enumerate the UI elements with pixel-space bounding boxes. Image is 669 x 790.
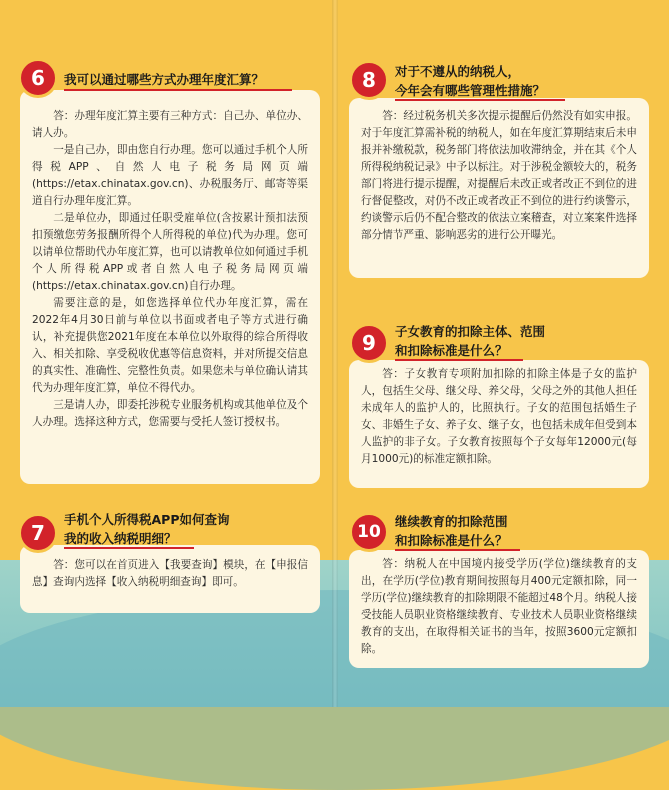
- section-number: 8: [362, 68, 376, 92]
- section-number: 6: [31, 66, 45, 90]
- title-line: 和扣除标准是什么？: [395, 343, 508, 358]
- page-fold: [332, 0, 338, 707]
- paragraph: 答：您可以在首页进入【我要查询】模块，在【申报信息】查询内选择【收入纳税明细查询】即可。: [32, 559, 308, 588]
- section-6-card: [20, 90, 320, 484]
- paragraph: 二是单位办，即通过任职受雇单位(含按累计预扣法预扣预缴您劳务报酬所得个人所得税的单位)代为办理。您可以请单位帮助代办年度汇算，也可以请教单位如何通过手机个人所得税APP或者自然人电子税务局网页端(https://etax.chinatax.gov.cn)自行办理。: [32, 212, 308, 292]
- section-10-card: [349, 550, 649, 668]
- paragraph: 答：子女教育专项附加扣除的扣除主体是子女的监护人，包括生父母、继父母、养父母，父母之外的其他人担任未成年人的监护人的，比照执行。子女的范围包括婚生子女、非婚生子女、养子女、继子女，也包括未成年但受到本人监护的非子女。子女教育按照每个子女每年12000元(每月1000元)的标准定额扣除。: [361, 368, 637, 465]
- title-line: 我可以通过哪些方式办理年度汇算？: [64, 72, 265, 87]
- title-line: 我的收入纳税明细？: [64, 531, 177, 546]
- paragraph: 答：经过税务机关多次提示提醒后仍然没有如实申报。对于年度汇算需补税的纳税人，如在年度汇算期结束后未申报并补缴税款，税务部门将依法加收滞纳金，并在其《个人所得税纳税记录》中予以标注。对于涉税金额较大的，税务部门将进行提示提醒，对提醒后未改正或者改正不到位的进行督促整改，对仍不改正或者改正不到位的进行约谈警示，约谈警示后仍不配合整改的依法立案稽查，对立案案件选择部分情节严重、影响恶劣的进行公开曝光。: [361, 110, 637, 241]
- section-8-title: [395, 62, 545, 100]
- section-10-title: [395, 512, 508, 550]
- section-number: 10: [357, 522, 381, 542]
- section-6-answer: [32, 108, 308, 431]
- section-9-number-badge: [349, 323, 389, 363]
- title-line: 今年会有哪些管理性措施？: [395, 83, 546, 98]
- paragraph: 答：办理年度汇算主要有三种方式：自己办、单位办、请人办。: [32, 110, 308, 139]
- section-7-number-badge: [18, 513, 58, 553]
- section-7-card: [20, 545, 320, 613]
- title-line: 子女教育的扣除主体、范围: [395, 324, 546, 339]
- paragraph: 三是请人办，即委托涉税专业服务机构或其他单位及个人办理。选择这种方式，您需要与受托人签订授权书。: [32, 399, 308, 428]
- title-underline: [395, 359, 523, 361]
- section-9-title: [395, 322, 545, 360]
- title-line: 和扣除标准是什么？: [395, 533, 508, 548]
- title-underline: [395, 549, 520, 551]
- paragraph: 需要注意的是，如您选择单位代办年度汇算，需在2022年4月30日前与单位以书面或者电子等方式进行确认，补充提供您2021年度在本单位以外取得的综合所得收入、相关扣除、享受税收优惠等信息资料，并对所提交信息的真实性、准确性、完整性负责。如果您未与单位确认请其代为办理年度汇算，单位不得代办。: [32, 297, 308, 394]
- section-6-title: [64, 70, 264, 89]
- section-8-number-badge: [349, 60, 389, 100]
- title-line: 对于不遵从的纳税人，: [395, 64, 521, 79]
- section-10-answer: [361, 556, 637, 658]
- title-line: 手机个人所得税APP如何查询: [64, 512, 230, 527]
- section-8-card: [349, 98, 649, 278]
- section-6-number-badge: [18, 58, 58, 98]
- section-8-answer: [361, 108, 637, 244]
- paragraph: 答：纳税人在中国境内接受学历(学位)继续教育的支出，在学历(学位)教育期间按照每月400元定额扣除，同一学历(学位)继续教育的扣除期限不能超过48个月。纳税人接受技能人员职业资格继续教育、专业技术人员职业资格继续教育的支出，在取得相关证书的当年，按照3600元定额扣除。: [361, 558, 637, 655]
- title-underline: [64, 89, 292, 91]
- section-number: 9: [362, 331, 376, 355]
- section-9-card: [349, 360, 649, 488]
- title-underline: [395, 99, 565, 101]
- section-7-answer: [32, 557, 308, 591]
- section-7-title: [64, 510, 230, 548]
- section-10-number-badge: [349, 512, 389, 552]
- title-line: 继续教育的扣除范围: [395, 514, 508, 529]
- title-underline: [64, 547, 194, 549]
- section-number: 7: [31, 521, 45, 545]
- section-9-answer: [361, 366, 637, 468]
- paragraph: 一是自己办，即由您自行办理。您可以通过手机个人所得税APP、自然人电子税务局网页端(https://etax.chinatax.gov.cn)、办税服务厅、邮寄等渠道自行办理年度汇算。: [32, 144, 308, 207]
